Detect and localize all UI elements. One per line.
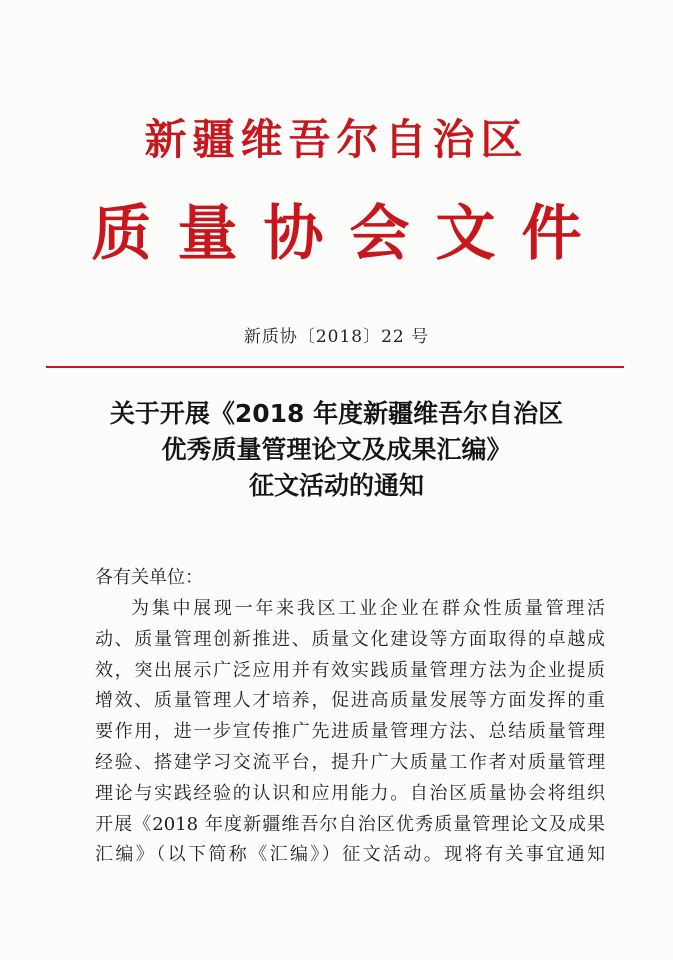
body-line-5: 要作用，进一步宣传推广先进质量管理方法、总结质量管理: [95, 721, 605, 743]
body-line-1: 为集中展现一年来我区工业企业在群众性质量管理活: [131, 598, 605, 619]
salutation: 各有关单位：: [95, 567, 203, 588]
body-line-3: 效，突出展示广泛应用并有效实践质量管理方法为企业提质: [95, 659, 605, 681]
notice-title: [0, 396, 673, 504]
body-line-6: 经验、搭建学习交流平台，提升广大质量工作者对质量管理: [95, 751, 605, 773]
title-line-1: 关于开展《2018 年度新疆维吾尔自治区: [109, 399, 564, 428]
title-line-3: 征文活动的通知: [248, 471, 424, 500]
body-line-8: 开展《2018 年度新疆维吾尔自治区优秀质量管理论文及成果: [95, 813, 605, 835]
header-doc-type: 质量协会文件: [91, 199, 608, 269]
body-line-4: 增效、质量管理人才培养，促进高质量发展等方面发挥的重: [95, 690, 605, 712]
red-divider-line: [46, 366, 624, 368]
body-line-9: 汇编》（以下简称《汇编》）征文活动。现将有关事宜通知: [95, 844, 605, 866]
body-line-2: 动、质量管理创新推进、质量文化建设等方面取得的卓越成: [95, 628, 605, 650]
body-line-7: 理论与实践经验的认识和应用能力。自治区质量协会将组织: [95, 782, 605, 804]
body-paragraph: [95, 594, 605, 871]
header-org-name: 新疆维吾尔自治区: [144, 115, 529, 164]
document-number: 新质协〔2018〕22 号: [243, 327, 430, 347]
title-line-2: 优秀质量管理论文及成果汇编》: [161, 435, 512, 464]
